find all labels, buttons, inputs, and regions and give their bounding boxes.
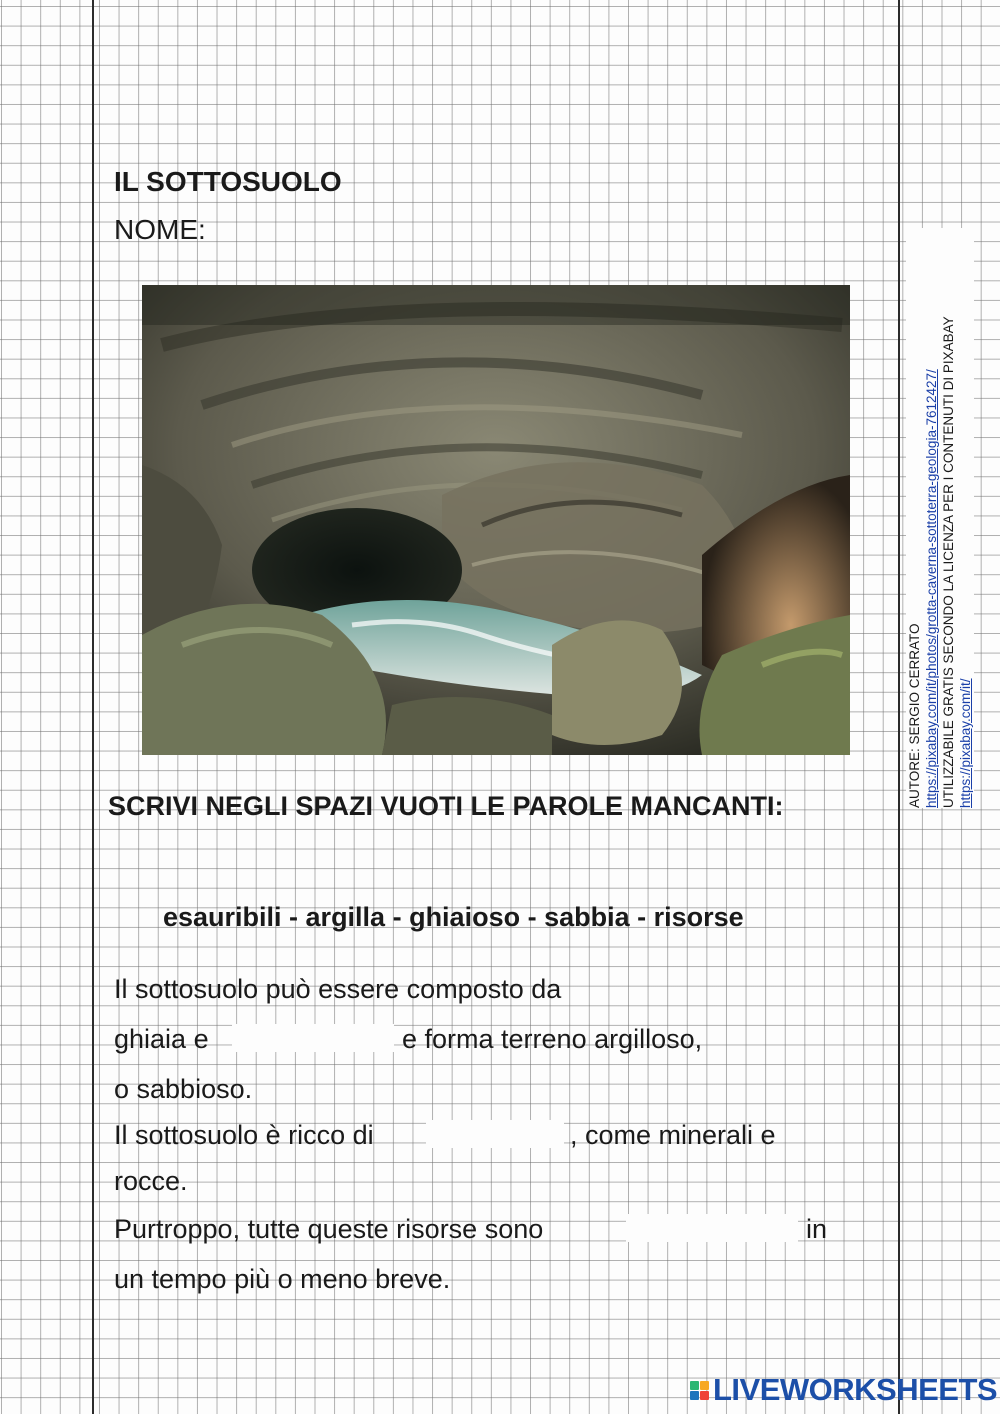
text-line-6b: in (806, 1214, 828, 1244)
word-bank: esauribili - argilla - ghiaioso - sabbia - risorse (163, 902, 744, 932)
credit-author: AUTORE: SERGIO CERRATO (907, 623, 922, 808)
image-credit (906, 228, 974, 808)
logo-text: LIVEWORKSHEETS (713, 1372, 998, 1407)
text-line-2b: e forma terreno argilloso, (402, 1024, 703, 1054)
exercise-instructions: SCRIVI NEGLI SPAZI VUOTI LE PAROLE MANCANTI: (108, 791, 784, 821)
credit-license: UTILIZZABILE GRATIS SECONDO LA LICENZA PER I CONTENUTI DI PIXABAY (941, 316, 956, 808)
liveworksheets-logo-icon (690, 1381, 709, 1400)
text-line-5: rocce. (114, 1166, 188, 1196)
right-margin-line (898, 0, 900, 1414)
cave-photo (142, 285, 850, 755)
worksheet-title: IL SOTTOSUOLO (114, 166, 342, 197)
text-line-1: Il sottosuolo può essere composto da (114, 974, 562, 1004)
answer-blank-1[interactable] (232, 1024, 394, 1052)
left-margin-line (92, 0, 94, 1414)
liveworksheets-logo (690, 1372, 997, 1408)
text-line-3: o sabbioso. (114, 1074, 253, 1104)
text-line-4a: Il sottosuolo è ricco di (114, 1120, 374, 1150)
credit-photo-link[interactable]: https://pixabay.com/it/photos/grotta-caverna-sottoterra-geologia-7612427/ (924, 369, 939, 808)
answer-blank-3[interactable] (626, 1214, 798, 1242)
name-label: NOME: (114, 214, 206, 245)
text-line-7: un tempo più o meno breve. (114, 1264, 451, 1294)
text-line-4b: , come minerali e (570, 1120, 776, 1150)
credit-site-link[interactable]: https://pixabay.com/it/ (958, 678, 973, 808)
text-line-2a: ghiaia e (114, 1024, 209, 1054)
answer-blank-2[interactable] (426, 1120, 564, 1148)
text-line-6a: Purtroppo, tutte queste risorse sono (114, 1214, 544, 1244)
